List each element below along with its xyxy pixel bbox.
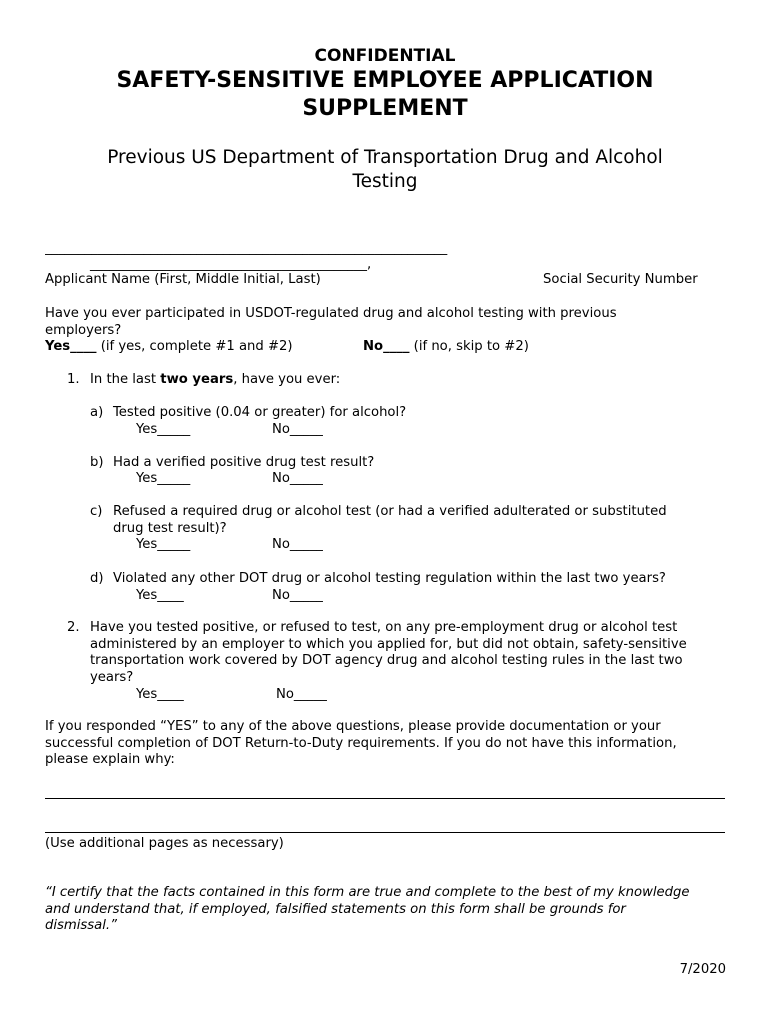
- q1b-yes-field[interactable]: Yes_____: [136, 471, 191, 486]
- q1b-no-field[interactable]: No_____: [272, 471, 323, 486]
- q2-no-field[interactable]: No_____: [276, 687, 327, 702]
- ssn-label: Social Security Number: [543, 272, 698, 287]
- intro-question-line2: employers?: [45, 322, 122, 338]
- q1-text: [90, 372, 340, 389]
- intro-yes-blank[interactable]: ____: [70, 339, 97, 354]
- q1a-yes-field[interactable]: Yes_____: [136, 422, 191, 437]
- intro-yes-label: Yes: [45, 339, 71, 354]
- explanation-line-1[interactable]: [45, 798, 725, 799]
- revision-date: 7/2020: [679, 962, 726, 977]
- page-subtitle-line2: Testing: [352, 171, 418, 192]
- q2-text-line3: transportation work covered by DOT agency drug and alcohol testing rules in the last two: [90, 653, 683, 668]
- certification-statement: [45, 885, 690, 935]
- page-subtitle: [0, 146, 770, 194]
- page-subtitle-line1: Previous US Department of Transportation Drug and Alcohol: [107, 147, 663, 168]
- applicant-name-field-continuation[interactable]: __________________________________________,: [90, 257, 372, 272]
- q1-text-after: , have you ever:: [233, 372, 341, 387]
- explain-line2: successful completion of DOT Return-to-Duty requirements. If you do not have this information,: [45, 735, 677, 751]
- explain-line1: If you responded “YES” to any of the above questions, please provide documentation or your: [45, 719, 661, 734]
- intro-no-option[interactable]: [363, 339, 529, 356]
- q1d-text: Violated any other DOT drug or alcohol testing regulation within the last two years?: [113, 571, 666, 586]
- intro-no-note: (if no, skip to #2): [409, 339, 529, 354]
- additional-pages-note: (Use additional pages as necessary): [45, 836, 284, 851]
- q1b-letter: b): [90, 455, 104, 470]
- q1c-text: [113, 504, 667, 537]
- q1d-yes-field[interactable]: Yes____: [136, 588, 184, 603]
- q1b-text: Had a verified positive drug test result?: [113, 455, 375, 470]
- q1a-letter: a): [90, 405, 104, 420]
- explain-line3: please explain why:: [45, 752, 175, 767]
- q2-text-line1: Have you tested positive, or refused to test, on any pre-employment drug or alcohol test: [90, 620, 678, 635]
- intro-yes-option[interactable]: [45, 339, 293, 356]
- intro-question-line1: Have you ever participated in USDOT-regulated drug and alcohol testing with previous: [45, 306, 617, 321]
- intro-yes-note: (if yes, complete #1 and #2): [96, 339, 293, 354]
- q1c-no-field[interactable]: No_____: [272, 537, 323, 552]
- q1c-text-line2: drug test result)?: [113, 520, 227, 536]
- q2-text-line4: years?: [90, 669, 134, 685]
- q1-text-bold: two years: [160, 372, 234, 387]
- page-title: [0, 67, 770, 123]
- q1d-no-field[interactable]: No_____: [272, 588, 323, 603]
- q1a-no-field[interactable]: No_____: [272, 422, 323, 437]
- applicant-name-label: Applicant Name (First, Middle Initial, Last): [45, 272, 321, 287]
- intro-no-blank[interactable]: ____: [383, 339, 410, 354]
- explain-instructions: [45, 719, 677, 769]
- q1c-yes-field[interactable]: Yes_____: [136, 537, 191, 552]
- page-title-line2: SUPPLEMENT: [302, 96, 468, 121]
- intro-question: [45, 306, 617, 339]
- intro-no-label: No: [363, 339, 384, 354]
- q1-text-before: In the last: [90, 372, 161, 387]
- explanation-line-2[interactable]: [45, 832, 725, 833]
- q1-number: 1.: [67, 372, 80, 387]
- q1c-text-line1: Refused a required drug or alcohol test (or had a verified adulterated or substituted: [113, 504, 667, 519]
- page-title-line1: SAFETY-SENSITIVE EMPLOYEE APPLICATION: [116, 68, 654, 93]
- q2-yes-field[interactable]: Yes____: [136, 687, 184, 702]
- q2-text: [90, 620, 687, 686]
- confidential-label: CONFIDENTIAL: [314, 46, 456, 66]
- certification-line1: “I certify that the facts contained in this form are true and complete to the best of my knowledge: [45, 885, 690, 900]
- q2-number: 2.: [67, 620, 80, 635]
- certification-line3: dismissal.”: [45, 918, 117, 933]
- q1d-letter: d): [90, 571, 104, 586]
- certification-line2: and understand that, if employed, falsified statements on this form shall be grounds for: [45, 901, 626, 917]
- q1c-letter: c): [90, 504, 103, 519]
- q1a-text: Tested positive (0.04 or greater) for alcohol?: [113, 405, 407, 420]
- applicant-name-field[interactable]: _____________________________________________________________: [45, 241, 448, 256]
- q2-text-line2: administered by an employer to which you applied for, but did not obtain, safety-sensitive: [90, 636, 687, 652]
